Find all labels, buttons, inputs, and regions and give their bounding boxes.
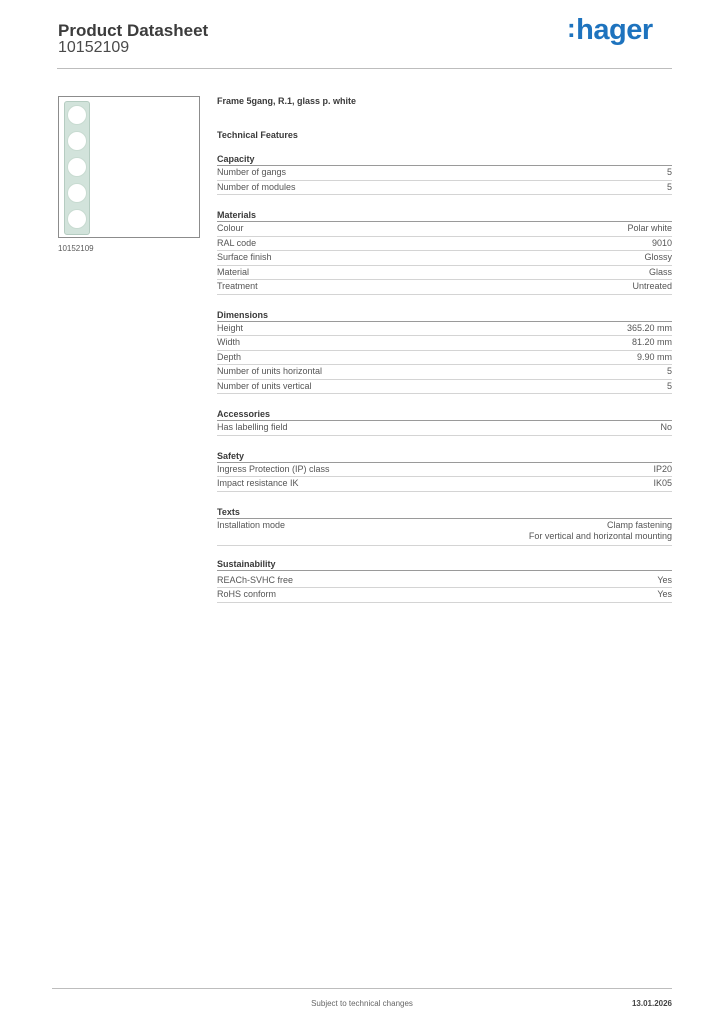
spec-row: [217, 266, 672, 281]
spec-value: 365.20 mm: [626, 322, 672, 333]
spec-value: Yes: [657, 574, 672, 585]
spec-value: No: [660, 422, 672, 432]
spec-label: Surface finish: [217, 252, 272, 262]
spec-row: [217, 463, 672, 478]
spec-value: Polar white: [627, 223, 672, 233]
section-title: Dimensions: [217, 309, 672, 322]
gang-opening-icon: [67, 131, 87, 151]
section-texts: [217, 506, 672, 546]
spec-row: [217, 322, 672, 337]
section-title: Sustainability: [217, 558, 672, 571]
spec-row: [217, 222, 672, 237]
spec-row: [217, 237, 672, 252]
document-title: Product Datasheet: [58, 21, 209, 40]
spec-label: Number of modules: [217, 181, 296, 192]
footer-date: 13.01.2026: [631, 999, 672, 1008]
spec-label: Width: [217, 337, 241, 347]
section-accessories: [217, 408, 672, 436]
spec-value: 81.20 mm: [631, 337, 672, 347]
spec-value: Clamp fastening For vertical and horizontal mounting: [528, 519, 672, 541]
spec-row: [217, 365, 672, 380]
section-capacity: [217, 153, 672, 195]
section-sustainability: [217, 558, 672, 603]
spec-row: [217, 166, 672, 181]
frame-5gang-icon: [64, 101, 90, 235]
logo-text: hager: [576, 14, 653, 46]
spec-row: [217, 574, 672, 589]
section-title: Texts: [217, 506, 672, 519]
image-caption: 10152109: [58, 244, 94, 253]
gang-opening-icon: [67, 157, 87, 177]
section-safety: [217, 450, 672, 492]
spec-label: Installation mode: [217, 519, 286, 530]
spec-label: Number of units horizontal: [217, 366, 323, 376]
spec-value: 5: [666, 366, 672, 376]
product-image: [58, 96, 200, 238]
spec-value: Untreated: [632, 281, 672, 291]
spec-label: Has labelling field: [217, 422, 288, 432]
spec-label: Colour: [217, 223, 244, 233]
spec-row: [217, 351, 672, 366]
product-code: 10152109: [58, 39, 130, 56]
spec-value: 5: [666, 167, 672, 177]
spec-label: Depth: [217, 351, 242, 362]
spec-label: Height: [217, 322, 244, 333]
spec-value: 9.90 mm: [636, 351, 672, 362]
section-title: Capacity: [217, 153, 672, 166]
spec-label: RAL code: [217, 237, 257, 248]
spec-row: [217, 380, 672, 395]
hager-logo: [567, 14, 653, 47]
features-heading: Technical Features: [217, 130, 298, 140]
spec-value: 5: [666, 181, 672, 192]
product-name: Frame 5gang, R.1, glass p. white: [217, 96, 357, 106]
spec-label: RoHS conform: [217, 589, 277, 599]
footer-note: Subject to technical changes: [311, 999, 413, 1008]
footer-divider: [52, 988, 672, 989]
spec-value: IK05: [653, 478, 672, 488]
spec-value: Glossy: [644, 252, 672, 262]
gang-opening-icon: [67, 183, 87, 203]
section-title: Safety: [217, 450, 672, 463]
header-divider: [57, 68, 672, 69]
section-dimensions: [217, 309, 672, 395]
spec-row: [217, 477, 672, 492]
spec-label: Treatment: [217, 281, 258, 291]
spec-value: 5: [666, 380, 672, 391]
spec-label: Number of gangs: [217, 167, 287, 177]
spec-value: 9010: [651, 237, 672, 248]
section-title: Materials: [217, 209, 672, 222]
spec-row: [217, 336, 672, 351]
spec-label: Impact resistance IK: [217, 478, 299, 488]
spec-row: [217, 181, 672, 196]
spec-label: Ingress Protection (IP) class: [217, 463, 330, 474]
spec-value: Yes: [657, 589, 672, 599]
spec-value: Glass: [648, 266, 672, 277]
spec-value: IP20: [653, 463, 672, 474]
spec-label: Number of units vertical: [217, 380, 312, 391]
spec-row: [217, 421, 672, 436]
spec-label: Material: [217, 266, 250, 277]
spec-label: REACh-SVHC free: [217, 574, 294, 585]
gang-opening-icon: [67, 209, 87, 229]
gang-opening-icon: [67, 105, 87, 125]
section-materials: [217, 209, 672, 295]
section-title: Accessories: [217, 408, 672, 421]
spec-row: [217, 251, 672, 266]
spec-content: [217, 96, 672, 603]
spec-row: [217, 588, 672, 603]
logo-colon-icon: :: [567, 13, 576, 43]
spec-row: [217, 280, 672, 295]
spec-row: [217, 519, 672, 546]
